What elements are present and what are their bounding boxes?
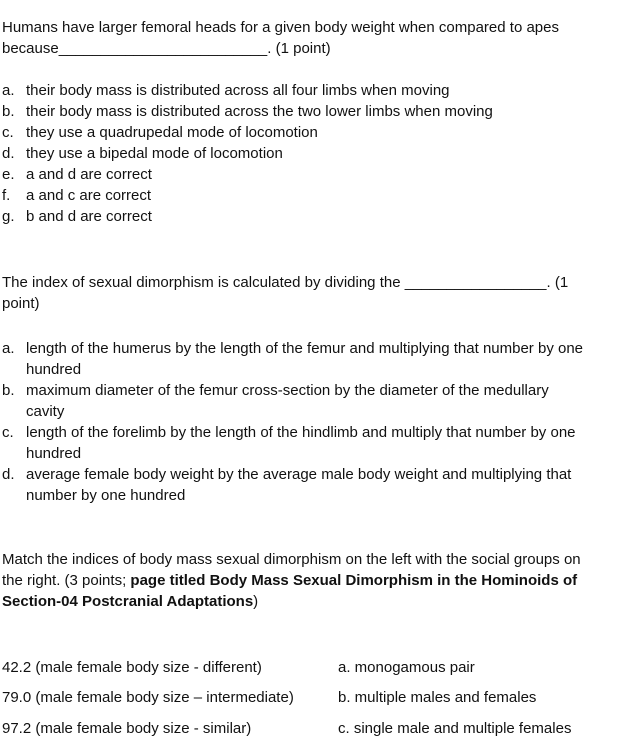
q1-option-e (2, 164, 620, 185)
match-group: c. single male and multiple females (338, 720, 572, 737)
question-2-stem-line1: The index of sexual dimorphism is calculated by dividing the _________________. (1 (2, 274, 569, 291)
option-letter: a. (2, 340, 15, 357)
option-letter: b. (2, 382, 15, 399)
q2-option-b (2, 380, 620, 422)
option-text-line2: cavity (26, 403, 65, 420)
option-text: a and c are correct (26, 187, 152, 204)
q1-option-d (2, 143, 620, 164)
match-index: 42.2 (male female body size - different) (2, 659, 262, 676)
q1-option-g (2, 206, 620, 227)
option-text: a and d are correct (26, 166, 152, 183)
q2-option-a (2, 338, 620, 380)
option-letter: b. (2, 103, 15, 120)
option-text-line2: hundred (26, 445, 82, 462)
match-row (2, 657, 620, 679)
option-text: they use a quadrupedal mode of locomotion (26, 124, 318, 141)
option-text-line2: number by one hundred (26, 487, 186, 504)
question-3-stem-line3 (2, 591, 620, 612)
option-text-line1: length of the humerus by the length of the femur and multiplying that number by one (26, 340, 584, 357)
q1-option-a (2, 80, 620, 101)
question-1-options (2, 80, 620, 227)
question-1-stem (2, 17, 620, 59)
q2-option-c (2, 422, 620, 464)
question-3-stem (2, 549, 620, 612)
q1-option-c (2, 122, 620, 143)
section-reference: Section-04 Postcranial Adaptations (2, 593, 254, 610)
q1-option-b (2, 101, 620, 122)
match-index: 97.2 (male female body size - similar) (2, 720, 252, 737)
match-group: a. monogamous pair (338, 659, 475, 676)
option-text: their body mass is distributed across the two lower limbs when moving (26, 103, 493, 120)
option-text-line2: hundred (26, 361, 82, 378)
question-2-stem-line2: point) (2, 295, 40, 312)
question-1-stem-line1: Humans have larger femoral heads for a given body weight when compared to apes (2, 19, 559, 36)
match-group: b. multiple males and females (338, 689, 537, 706)
option-text-line1: maximum diameter of the femur cross-section by the diameter of the medullary (26, 382, 549, 399)
option-letter: c. (2, 124, 14, 141)
question-2-options (2, 338, 620, 506)
option-letter: e. (2, 166, 15, 183)
option-letter: d. (2, 466, 15, 483)
option-letter: f. (2, 187, 11, 204)
q2-option-d (2, 464, 620, 506)
option-letter: d. (2, 145, 15, 162)
option-letter: g. (2, 208, 15, 225)
option-text-line1: average female body weight by the average male body weight and multiplying that (26, 466, 572, 483)
page-reference: page titled Body Mass Sexual Dimorphism in the Hominoids of (130, 572, 578, 589)
option-text-line1: length of the forelimb by the length of the hindlimb and multiply that number by one (26, 424, 576, 441)
option-text: b and d are correct (26, 208, 152, 225)
option-letter: a. (2, 82, 15, 99)
question-3-stem-line1: Match the indices of body mass sexual dimorphism on the left with the social groups on (2, 551, 581, 568)
match-row (2, 687, 620, 709)
option-letter: c. (2, 424, 14, 441)
option-text: they use a bipedal mode of locomotion (26, 145, 283, 162)
question-1-stem-line2: because_________________________. (1 point) (2, 40, 331, 57)
question-3-stem-line2 (2, 570, 620, 591)
stem-text: the right. (3 points; (2, 572, 131, 589)
question-2-stem (2, 272, 620, 314)
stem-text: ) (253, 593, 259, 610)
option-text: their body mass is distributed across all four limbs when moving (26, 82, 450, 99)
match-index: 79.0 (male female body size – intermediate) (2, 689, 294, 706)
match-row (2, 718, 620, 740)
q1-option-f (2, 185, 620, 206)
